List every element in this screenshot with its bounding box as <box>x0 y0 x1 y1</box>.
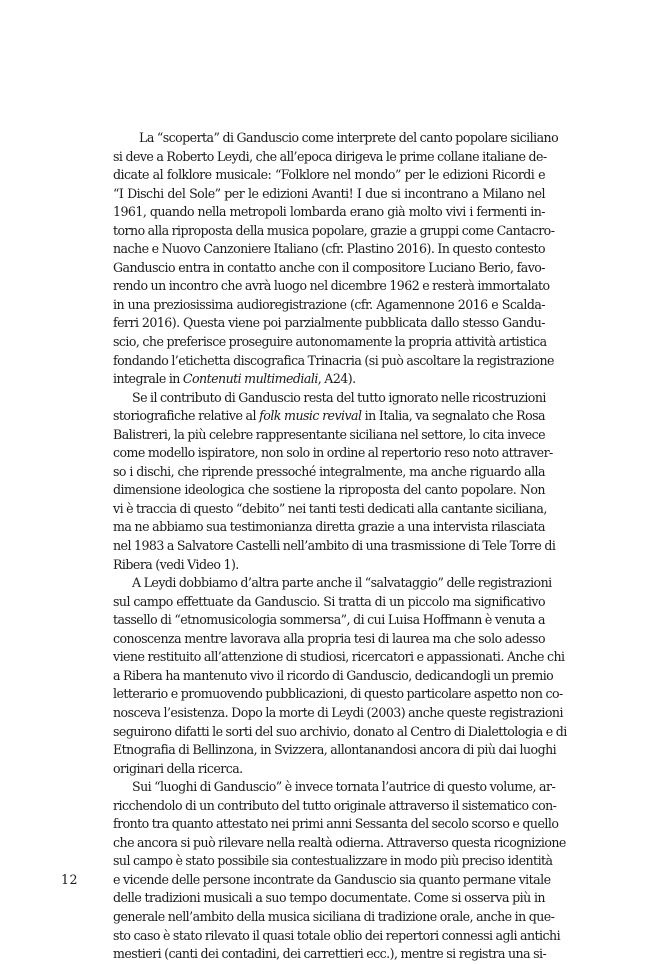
text-line: Ribera (vedi Video 1). <box>113 556 239 572</box>
text-line: torno alla riproposta della musica popolare, grazie a gruppi come Cantacro- <box>113 222 555 238</box>
text-line: A Leydi dobbiamo d’altra parte anche il “salvataggio” delle registrazioni <box>132 575 552 591</box>
body-text <box>113 129 567 964</box>
text-line: seguirono difatti le sorti del suo archivio, donato al Centro di Dialettologia e di <box>113 723 567 739</box>
text-line: mestieri (canti dei contadini, dei carrettieri ecc.), mentre si registra una si- <box>113 946 547 962</box>
text-line: storiografiche relative al folk music revival in Italia, va segnalato che Rosa <box>113 408 546 424</box>
text-line: Sui “luoghi di Ganduscio” è invece tornata l’autrice di questo volume, ar- <box>132 779 556 795</box>
text-line: scio, che preferisce proseguire autonomamente la propria attività artistica <box>113 334 547 350</box>
italic-title: folk music revival <box>259 408 362 424</box>
text-line: dicate al folklore musicale: “Folklore nel mondo” per le edizioni Ricordi e <box>113 167 545 183</box>
text-line: sul campo è stato possibile sia contestualizzare in modo più preciso identità <box>113 853 553 869</box>
text-line: ferri 2016). Questa viene poi parzialmente pubblicata dallo stesso Gandu- <box>113 315 545 331</box>
text-line: originari della ricerca. <box>113 760 243 776</box>
text-line: in una preziosissima audioregistrazione (cfr. Agamennone 2016 e Scalda- <box>113 296 545 312</box>
text-line: La “scoperta” di Ganduscio come interprete del canto popolare siciliano <box>139 130 559 145</box>
text-line: nel 1983 a Salvatore Castelli nell’ambito di una trasmissione di Tele Torre di <box>113 538 556 554</box>
text-line: Se il contributo di Ganduscio resta del tutto ignorato nelle ricostruzioni <box>132 389 546 405</box>
text-line: fondando l’etichetta discografica Trinacria (si può ascoltare la registrazione <box>113 352 554 368</box>
text-line: e vicende delle persone incontrate da Ganduscio sia quanto permane vitale <box>113 871 551 887</box>
text-line: che ancora si può rilevare nella realtà odierna. Attraverso questa ricognizione <box>113 834 566 850</box>
text-line: generale nell’ambito della musica siciliana di tradizione orale, anche in que- <box>113 908 555 924</box>
paragraph-1 <box>113 129 559 389</box>
text-line: letterario e promuovendo pubblicazioni, di questo particolare aspetto non co- <box>113 686 563 702</box>
text-line: a Ribera ha mantenuto vivo il ricordo di Ganduscio, dedicandogli un premio <box>113 667 554 683</box>
text-line: come modello ispiratore, non solo in ordine al repertorio reso noto attraver- <box>113 445 553 461</box>
text-line: vi è traccia di questo “debito” nei tanti testi dedicati alla cantante siciliana, <box>113 500 547 516</box>
paragraph-2 <box>113 389 556 574</box>
text-line: dimensione ideologica che sostiene la riproposta del canto popolare. Non <box>113 482 545 498</box>
text-line: “I Dischi del Sole” per le edizioni Avanti! I due si incontrano a Milano nel <box>113 185 545 201</box>
text-line: Ganduscio entra in contatto anche con il compositore Luciano Berio, favo- <box>113 259 545 275</box>
text-line: rendo un incontro che avrà luogo nel dicembre 1962 e resterà immortalato <box>113 278 550 294</box>
paragraph-3 <box>113 574 567 778</box>
text-line: ricchendolo di un contributo del tutto originale attraverso il sistematico con- <box>113 797 557 813</box>
text-line: ma ne abbiamo sua testimonianza diretta grazie a una intervista rilasciata <box>113 519 545 535</box>
text-line: 1961, quando nella metropoli lombarda erano già molto vivi i fermenti in- <box>113 204 545 220</box>
text-line: conoscenza mentre lavorava alla propria tesi di laurea ma che solo adesso <box>113 630 545 646</box>
text-line: fronto tra quanto attestato nei primi anni Sessanta del secolo scorso e quello <box>113 816 559 832</box>
text-line: Balistreri, la più celebre rappresentante siciliana nel settore, lo cita invece <box>113 426 545 442</box>
text-line: nosceva l’esistenza. Dopo la morte di Leydi (2003) anche queste registrazioni <box>113 704 563 720</box>
text-line: integrale in Contenuti multimediali, A24). <box>113 371 356 387</box>
text-line: sul campo effettuate da Ganduscio. Si tratta di un piccolo ma significativo <box>113 593 545 609</box>
text-line: delle tradizioni musicali a suo tempo documentate. Come si osserva più in <box>113 890 545 906</box>
text-line: so i dischi, che riprende pressoché integralmente, ma anche riguardo alla <box>113 463 545 479</box>
paragraph-4 <box>113 778 566 963</box>
text-line: tassello di “etnomusicologia sommersa”, di cui Luisa Hoffmann è venuta a <box>113 612 545 628</box>
italic-title: Contenuti multimediali <box>182 371 318 387</box>
text-line: si deve a Roberto Leydi, che all’epoca dirigeva le prime collane italiane de- <box>113 148 547 164</box>
text-line: viene restituito all’attenzione di studiosi, ricercatori e appassionati. Anche chi <box>113 649 565 665</box>
text-line: nache e Nuovo Canzoniere Italiano (cfr. Plastino 2016). In questo contesto <box>113 241 545 257</box>
page-number: 12 <box>61 872 79 887</box>
text-line: Etnografia di Bellinzona, in Svizzera, allontanandosi ancora di più dai luoghi <box>113 742 557 758</box>
text-line: sto caso è stato rilevato il quasi totale oblio dei repertori connessi agli antichi <box>113 927 561 943</box>
